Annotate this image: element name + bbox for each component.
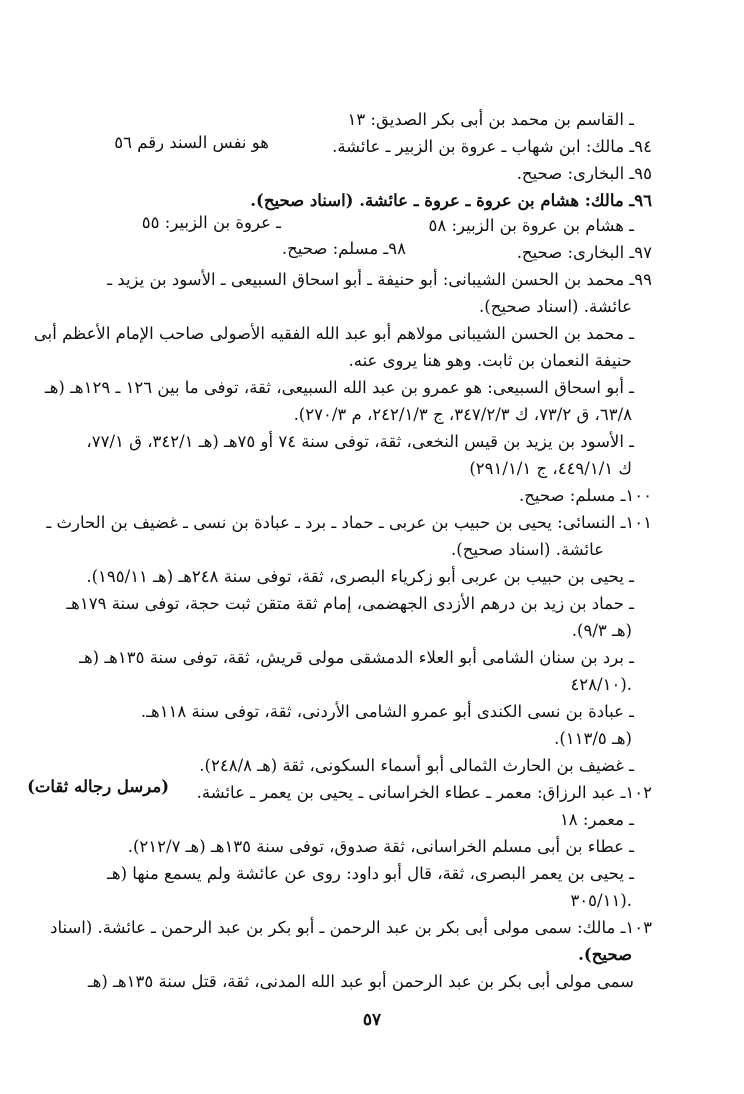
text-line: (هـ ٩/٣). [571, 621, 632, 640]
text-line: عائشة. (اسناد صحيح). [451, 540, 604, 559]
text-line: ك ٤٤٩/١/١، ج ٢٩١/١/١) [469, 459, 632, 478]
text-line: ٤٢٨/١٠). [570, 675, 632, 694]
side-note: (مرسل رجاله ثقات) [27, 777, 169, 796]
text-line: ٩٤ـ مالك: ابن شهاب ـ عروة بن الزبير ـ عائشة. [332, 137, 652, 156]
text-line: ـ برد بن سنان الشامى أبو العلاء الدمشقى مولى قريش، ثقة، توفى سنة ١٣٥هـ (هـ [79, 648, 634, 667]
text-line: (هـ ١١٣/٥). [554, 729, 632, 748]
text-line: ـ عبادة بن نسى الكندى أبو عمرو الشامى الأردنى، ثقة، توفى سنة ١١٨هـ. [140, 702, 634, 721]
text-line: ـ يحيى بن حبيب بن عربى أبو زكرياء البصرى، ثقة، توفى سنة ٢٤٨هـ (هـ ١٩٥/١١). [86, 567, 634, 586]
text-line: ٩٦ـ مالك: هشام بن عروة ـ عروة ـ عائشة. (اسناد صحيح). [250, 191, 652, 210]
text-line: ٩٧ـ البخارى: صحيح. [516, 243, 652, 262]
text-line: ١٠١ـ النسائى: يحيى بن حبيب بن عربى ـ حماد ـ برد ـ عبادة بن نسى ـ غضيف بن الحارث ـ [46, 513, 652, 532]
text-line: ١٠٣ـ مالك: سمى مولى أبى بكر بن عبد الرحمن ـ أبو بكر بن عبد الرحمن ـ عائشة. (اسناد [50, 918, 652, 937]
text-line: ـ محمد بن الحسن الشيبانى مولاهم أبو عبد الله الفقيه الأصولى صاحب الإمام الأعظم أبى [33, 324, 634, 343]
page-number: ٥٧ [362, 1010, 382, 1030]
text-line: عائشة. (اسناد صحيح). [479, 297, 632, 316]
text-line: ـ هشام بن عروة بن الزبير: ٥٨ [428, 216, 634, 235]
text-line: ـ القاسم بن محمد بن أبى بكر الصديق: ١٣ [347, 110, 634, 129]
text-line: ـ معمر: ١٨ [559, 810, 634, 829]
text-line: ـ الأسود بن يزيد بن قيس النخعى، ثقة، توفى سنة ٧٤ أو ٧٥هـ (هـ ٣٤٢/١، ق ٧٧/١، [86, 432, 634, 451]
text-line: حنيفة النعمان بن ثابت. وهو هنا يروى عنه. [348, 351, 632, 370]
text-line: ـ عطاء بن أبى مسلم الخراسانى، ثقة صدوق، توفى سنة ١٣٥هـ (هـ ٢١٢/٧). [127, 837, 634, 856]
text-line: ـ يحيى بن يعمر البصرى، ثقة، قال أبو داود: روى عن عائشة ولم يسمع منها (هـ [107, 864, 634, 883]
text-line: ـ أبو اسحاق السبيعى: هو عمرو بن عبد الله السبيعى، ثقة، توفى ما بين ١٢٦ ـ ١٢٩هـ (هـ [44, 378, 634, 397]
side-note: ـ عروة بن الزبير: ٥٥ [141, 213, 281, 232]
text-line: ٦٣/٨، ق ٧٣/٢، ك ٣٤٧/٢/٣، ج ٢٤٢/١/٣، م ٢٧٠/٣). [293, 405, 632, 424]
text-line: صحيح). [578, 945, 632, 964]
text-line: سمى مولى أبى بكر بن عبد الرحمن أبو عبد الله المدنى، ثقة، قتل سنة ١٣٥هـ (هـ [87, 972, 634, 991]
text-line: ١٠٠ـ مسلم: صحيح. [518, 486, 652, 505]
side-note: هو نفس السند رقم ٥٦ [114, 133, 269, 152]
text-line: ٩٥ـ البخارى: صحيح. [516, 164, 652, 183]
text-line: ـ غضيف بن الحارث الثمالى أبو أسماء السكونى، ثقة (هـ ٢٤٨/٨). [199, 756, 634, 775]
text-line: ٩٩ـ محمد بن الحسن الشيبانى: أبو حنيفة ـ أبو اسحاق السبيعى ـ الأسود بن يزيد ـ [107, 270, 652, 289]
text-line: ٣٠٥/١١). [570, 891, 632, 910]
side-note: ٩٨ـ مسلم: صحيح. [281, 239, 406, 258]
text-line: ١٠٢ـ عبد الرزاق: معمر ـ عطاء الخراسانى ـ يحيى بن يعمر ـ عائشة. [196, 783, 652, 802]
text-line: ـ حماد بن زيد بن درهم الأزدى الجهضمى، إمام ثقة متقن ثبت حجة، توفى سنة ١٧٩هـ [66, 594, 634, 613]
